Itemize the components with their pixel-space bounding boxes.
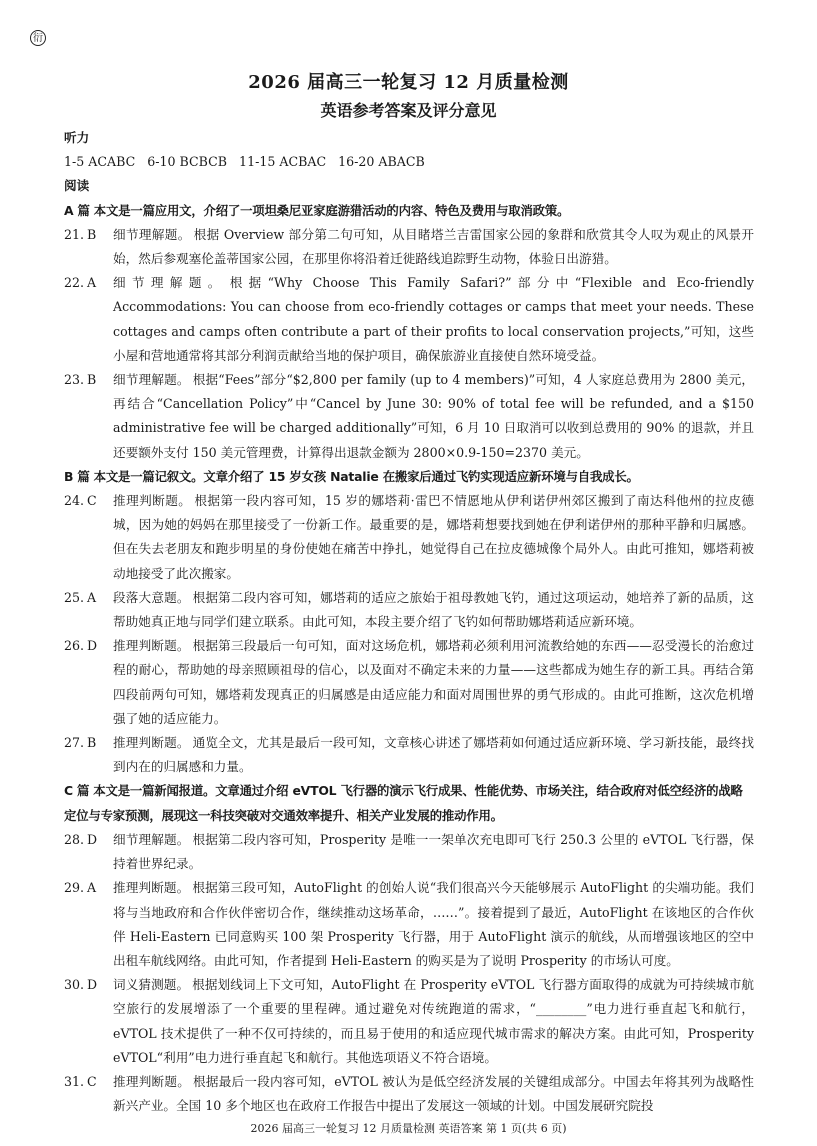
explanation — [113, 586, 754, 634]
question-number: 28. — [64, 831, 85, 847]
question-number: 25. — [64, 589, 85, 605]
answer-letter: D — [87, 638, 98, 654]
explanation-text: 根据第三段可知，AutoFlight 的创始人说“我们很高兴今天能够展示 AutoFlight 的尖端功能。我们将与当地政府和合作伙伴密切合作，继续推动这场革命，……”。接着提到了最近，AutoFlight 在该地区的合作伙伴 Heli-Eastern 已同意购买 100 架 Prosperity 飞行器，用于 AutoFlight 演示的航线，从而增强该地区的空中出租车航线网络。由此可知，作者提到 Heli-Eastern 的购买是为了说明 Prosperity 的市场认可度。 — [113, 880, 755, 968]
question-number: 30. — [64, 977, 85, 993]
question-31 — [64, 1070, 754, 1118]
answer-letter: B — [87, 226, 97, 242]
question-type: 推理判断题。 — [113, 638, 190, 654]
question-type: 推理判断题。 — [113, 1073, 191, 1089]
explanation-text: 通览全文，尤其是最后一段可知，文章核心讲述了娜塔莉如何通过适应新环境、学习新技能，最终找到内在的归属感和力量。 — [113, 735, 755, 775]
question-type: 细节理解题。 — [113, 226, 191, 242]
question-25 — [64, 586, 754, 634]
question-24 — [64, 489, 754, 586]
explanation-text: 根据 Overview 部分第二句可知，从目睹塔兰吉雷国家公园的象群和欣赏其令人叹为观止的风景开始，然后参观塞伦盖蒂国家公园，在那里你将沿着迁徙路线追踪野生动物，体验日出游猎。 — [113, 226, 755, 267]
section-c-heading: C 篇 本文是一篇新闻报道。文章通过介绍 eVTOL 飞行器的演示飞行成果、性能优势、市场关注，结合政府对低空经济的战略定位与专家预测，展现这一科技突破对交通效率提升、相关产业发展的推动作用。 — [64, 783, 743, 823]
corner-seal-mark: 衍 — [30, 30, 46, 46]
question-number: 26. — [64, 638, 85, 654]
listening-label: 听力 — [64, 130, 90, 145]
question-number: 31. — [64, 1073, 85, 1089]
exam-title: 2026 届高三一轮复习 12 月质量检测 — [248, 72, 569, 93]
question-number: 23. — [64, 372, 85, 388]
section-a-heading: A 篇 本文是一篇应用文，介绍了一项坦桑尼亚家庭游猎活动的内容、特色及费用与取消政策。 — [64, 202, 570, 218]
explanation-text: 根据第一段内容可知，15 岁的娜塔莉·雷巴不情愿地从伊利诺伊州郊区搬到了南达科他州的拉皮德城，因为她的妈妈在那里接受了一份新工作。最重要的是，娜塔莉想要找到她在伊利诺伊州的那种平静和归属感。但在失去老朋友和跑步明星的身份使她在痛苦中挣扎，她觉得自己在拉皮德城像个局外人。由此可推知，娜塔莉被动地接受了此次搬家。 — [113, 493, 754, 581]
question-22 — [64, 271, 754, 368]
explanation — [113, 828, 754, 876]
question-number: 24. — [64, 493, 85, 509]
question-number: 27. — [64, 735, 85, 751]
answer-letter: D — [87, 977, 98, 993]
question-28 — [64, 828, 754, 876]
question-27 — [64, 731, 754, 779]
section-b-heading: B 篇 本文是一篇记叙文。文章介绍了 15 岁女孩 Natalie 在搬家后通过飞钓实现适应新环境与自我成长。 — [64, 468, 639, 484]
answer-letter: D — [87, 831, 98, 847]
answer-letter: A — [87, 880, 97, 896]
answer-content — [64, 126, 754, 1118]
explanation — [113, 489, 754, 586]
explanation — [113, 973, 754, 1070]
answer-letter: A — [87, 589, 97, 605]
question-type: 推理判断题。 — [113, 880, 190, 896]
explanation-text: 根据第二段内容可知，娜塔莉的适应之旅始于祖母教她飞钓，通过这项运动，她培养了新的品质，这帮助她真正地与同学们建立联系。由此可知，本段主要介绍了飞钓如何帮助娜塔莉适应新环境。 — [113, 589, 755, 630]
explanation — [113, 271, 754, 368]
answer-letter: B — [87, 372, 97, 388]
explanation-text: 根据“Why Choose This Family Safari?”部分中“Flexible and Eco-friendly Accommodations: You can choose from eco-friendly cottages or camps that meet your needs. These cottages and camps often contribute a part of their profits to local conservation projects,”可知，这些小屋和营地通常将其部分利润贡献给当地的保护项目，确保旅游业直接使自然环境受益。 — [113, 275, 755, 363]
question-type: 词义猜测题。 — [113, 977, 190, 993]
question-type: 推理判断题。 — [113, 493, 192, 509]
question-type: 细节理解题。 — [113, 372, 190, 388]
explanation — [113, 634, 754, 731]
question-type: 细节理解题。 — [113, 275, 227, 291]
answer-letter: C — [87, 1073, 97, 1089]
answer-letter: A — [87, 275, 97, 291]
document-subtitle: 英语参考答案及评分意见 — [320, 101, 497, 120]
question-29 — [64, 876, 754, 973]
explanation-text: 根据第三段最后一句可知，面对这场危机，娜塔莉必须利用河流教给她的东西——忍受漫长的治愈过程的耐心，帮助她的母亲照顾祖母的信心，以及面对不确定未来的力量——这些都成为她生存的新工具。再结合第四段前两句可知，娜塔莉发现真正的归属感是由适应能力和面对周围世界的勇气形成的。由此可推断，这次危机增强了她的适应能力。 — [113, 638, 755, 726]
explanation-text: 根据“Fees”部分“$2,800 per family (up to 4 members)”可知，4 人家庭总费用为 2800 美元，再结合“Cancellation Policy”中“Cancel by June 30: 90% of total fee will be refunded, and a $150 administrative fee will be charged additionally”可知，6 月 10 日取消可以收到总费用的 90% 的退款，并且还要额外支付 150 美元管理费，计算得出退款金额为 2800×0.9-150=2370 美元。 — [113, 372, 754, 460]
page-footer: 2026 届高三一轮复习 12 月质量检测 英语答案 第 1 页(共 6 页) — [250, 1122, 567, 1135]
question-type: 推理判断题。 — [113, 735, 190, 751]
question-21 — [64, 223, 754, 271]
question-26 — [64, 634, 754, 731]
question-type: 细节理解题。 — [113, 831, 190, 847]
question-23 — [64, 368, 754, 465]
explanation-text: 根据第二段内容可知，Prosperity 是唯一一架单次充电即可飞行 250.3 公里的 eVTOL 飞行器，保持着世界纪录。 — [113, 831, 755, 872]
question-number: 29. — [64, 880, 85, 896]
question-type: 段落大意题。 — [113, 589, 190, 605]
reading-label: 阅读 — [64, 178, 90, 194]
answer-letter: B — [87, 735, 97, 751]
explanation — [113, 876, 754, 973]
question-30 — [64, 973, 754, 1070]
explanation — [113, 731, 754, 779]
listening-answers: 1-5 ACABC 6-10 BCBCB 11-15 ACBAC 16-20 ABACB — [64, 154, 425, 170]
explanation — [113, 368, 754, 465]
explanation-text: 根据划线词上下文可知，AutoFlight 在 Prosperity eVTOL 飞行器方面取得的成就为可持续城市航空旅行的发展增添了一个重要的里程碑。通过避免对传统跑道的需求，“________”电力进行垂直起飞和航行，eVTOL 技术提供了一种不仅可持续的，而且易于使用的和适应现代城市需求的解决方案。由此可知，Prosperity eVTOL“利用”电力进行垂直起飞和航行。其他选项语义不符合语境。 — [113, 977, 755, 1065]
question-number: 22. — [64, 275, 85, 291]
explanation-text: 根据最后一段内容可知，eVTOL 被认为是低空经济发展的关键组成部分。中国去年将其列为战略性新兴产业。全国 10 多个地区也在政府工作报告中提出了发展这一领域的计划。中国发展研究院投 — [113, 1073, 754, 1114]
explanation — [113, 1070, 754, 1118]
question-number: 21. — [64, 226, 85, 242]
explanation — [113, 223, 754, 271]
answer-letter: C — [87, 493, 97, 509]
